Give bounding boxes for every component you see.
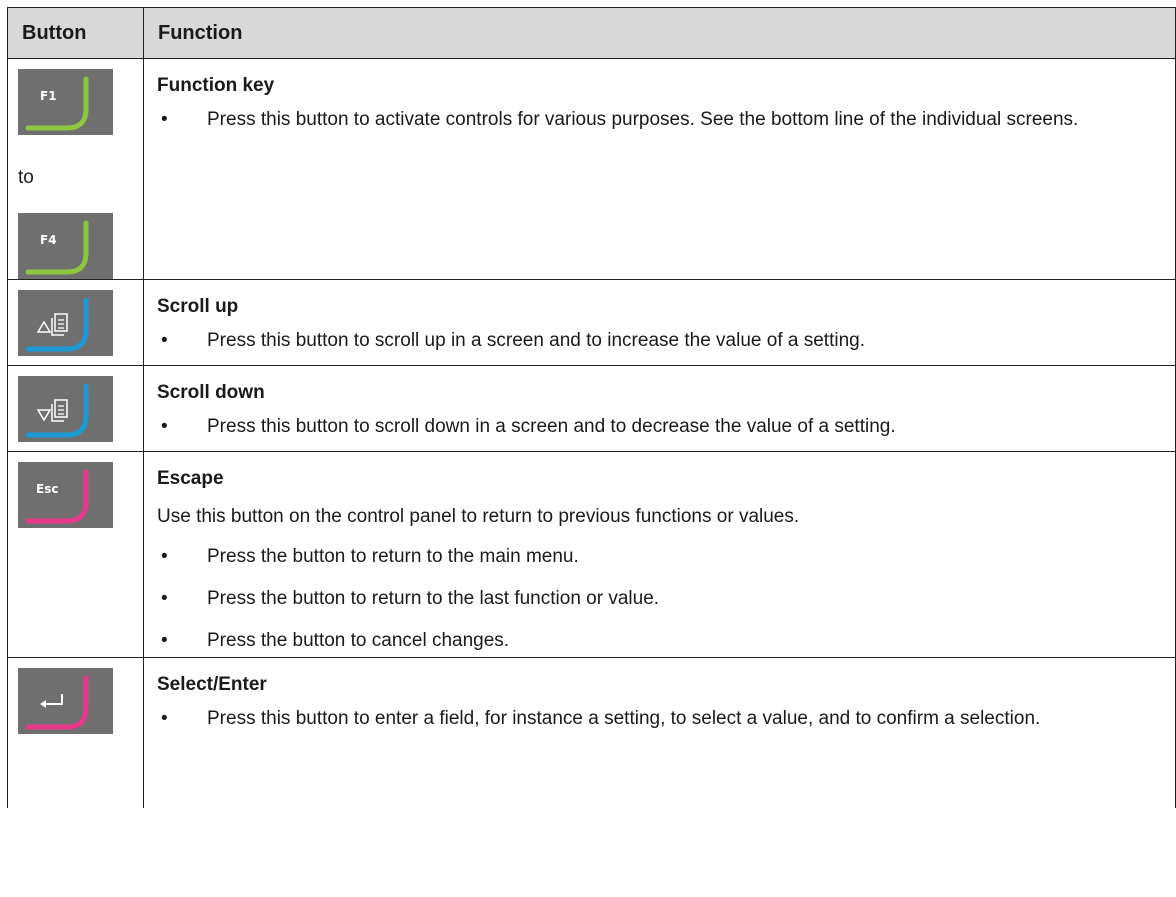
header-function: Function (144, 8, 1176, 59)
button-cell (8, 452, 144, 658)
button-cell (8, 280, 144, 366)
function-title: Escape (157, 468, 224, 489)
button-cell (8, 59, 144, 280)
table-row (8, 366, 1176, 452)
table-row (8, 280, 1176, 366)
list-item: • Press the button to cancel changes. (161, 630, 510, 651)
table-row (8, 658, 1176, 808)
table-header-row (8, 8, 1176, 59)
function-title: Scroll down (157, 382, 265, 403)
list-item: • Press the button to return to the last function or value. (161, 588, 660, 609)
table-row (8, 452, 1176, 658)
table-row (8, 59, 1176, 280)
list-item: • Press this button to activate controls for various purposes. See the bottom line of the individual screens. (161, 109, 1079, 130)
page-up-icon (18, 290, 113, 356)
function-title: Select/Enter (157, 674, 267, 695)
list-item: • Press this button to scroll down in a screen and to decrease the value of a setting. (161, 416, 896, 437)
function-title: Function key (157, 75, 275, 96)
function-cell (144, 59, 1176, 280)
list-item: • Press this button to scroll up in a screen and to increase the value of a setting. (161, 330, 865, 351)
function-cell (144, 280, 1176, 366)
button-function-table (7, 7, 1176, 808)
enter-icon (18, 668, 113, 734)
button-cell (8, 366, 144, 452)
f4-key-icon: F4 (18, 213, 113, 279)
to-label: to (18, 167, 34, 188)
f1-key-icon: F1 (18, 69, 113, 135)
page-down-icon (18, 376, 113, 442)
function-cell (144, 366, 1176, 452)
function-title: Scroll up (157, 296, 239, 317)
escape-key-icon: Esc (18, 462, 113, 528)
header-button: Button (8, 8, 144, 59)
button-cell (8, 658, 144, 808)
list-item: • Press this button to enter a field, for instance a setting, to select a value, and to confirm a selection. (161, 708, 1041, 729)
function-cell (144, 658, 1176, 808)
function-cell (144, 452, 1176, 658)
list-item: • Press the button to return to the main menu. (161, 546, 579, 567)
function-description: Use this button on the control panel to return to previous functions or values. (157, 506, 800, 527)
